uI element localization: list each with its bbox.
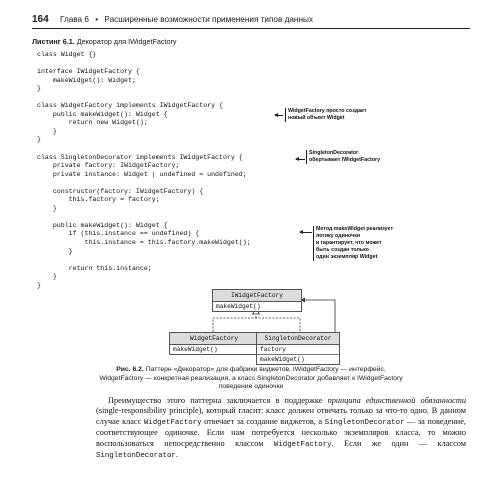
- uml-method: makeWidget(): [216, 303, 261, 310]
- uml-widgetfactory-box: [169, 332, 259, 355]
- chapter-label: Глава 6: [60, 15, 89, 24]
- code-term: SingletonDecorator: [96, 452, 176, 461]
- uml-class-name: WidgetFactory: [170, 333, 258, 345]
- chapter-title: Расширенные возможности применения типов данных: [104, 15, 313, 24]
- paragraph-text: отвечает за создание виджетов, а: [201, 416, 325, 426]
- paragraph-text: .: [175, 450, 178, 460]
- annotation-line: логику одиночки: [316, 233, 361, 239]
- annotation-line: WidgetFactory просто создает: [288, 108, 367, 114]
- code-listing: class Widget {} interface IWidgetFactory { makeWidget(): Widget; } class WidgetFactory implements IWidgetFactory { public makeWidget(): Widget { return new Widget(); } } class SingletonDecorator implements IWidgetFactory { private factory: IWidgetFactory; private instance: Widget | undefined = undefined; constructor(factory: IWidgetFactory) { this.factory = factory; } public makeWidget(): Widget { if (this.instance == undefined) { this.instance = this.factory.makeWidget(); } return this.instance; } }: [37, 51, 251, 289]
- uml-interface-box: [212, 289, 302, 312]
- caption-line: WidgetFactory — конкретная реализация, а класс SingletonDecorator добавляет к IWidgetFactory: [99, 374, 403, 382]
- uml-method: makeWidget(): [257, 354, 339, 364]
- paragraph-italic: принципа единственной обязанности: [327, 396, 466, 405]
- caption-line: [60, 366, 442, 375]
- listing-label: Листинг 6.1.: [32, 37, 75, 46]
- paragraph-text: (single-responsibility principle), который гласит: класс должен отвечать только за что-то одно. В данном случае класс: [96, 406, 466, 426]
- code-term: WidgetFactory: [143, 418, 202, 427]
- annotation-line: и гарантирует, что может: [316, 240, 382, 246]
- uml-field: factory: [260, 346, 286, 353]
- code-term: WidgetFactory: [273, 440, 332, 449]
- annotation-line: SingletonDecorator: [309, 150, 359, 156]
- paragraph-text: . Если же один — классом: [331, 438, 466, 448]
- figure-label: Рис. 6.2.: [116, 366, 144, 373]
- header-bullet: •: [95, 15, 99, 24]
- annotation-line: один экземпляр Widget: [316, 254, 378, 260]
- uml-method: makeWidget(): [173, 346, 218, 353]
- uml-inheritance-line: [213, 318, 300, 332]
- paragraph-text: Преимущество этого паттерна заключается в поддержке: [108, 396, 328, 405]
- paragraph-text: — за поведение, соответствующее одиночке. Если нам потребуется несколько экземпляров класса, то можно воспользоваться непосредственно классом: [96, 416, 466, 448]
- uml-class-name: IWidgetFactory: [213, 290, 301, 302]
- uml-singletondecorator-box: [256, 332, 340, 365]
- caption-line: поведение одиночки: [218, 383, 284, 390]
- body-paragraph: [96, 396, 466, 461]
- page-number: 164: [32, 14, 49, 25]
- annotation-line: Метод makeWidget реализует: [316, 226, 394, 232]
- annotation-line: обертывает IWidgetFactory: [309, 157, 381, 163]
- listing-caption: Декоратор для IWidgetFactory: [76, 37, 177, 46]
- annotation-line: новый объект Widget: [288, 115, 345, 121]
- uml-class-name: SingletonDecorator: [257, 333, 339, 345]
- caption-text: Паттерн «Декоратор» для фабрики виджетов. IWidgetFactory — интерфейс,: [145, 366, 386, 373]
- annotation-line: быть создан только: [316, 247, 369, 253]
- figure-caption: [60, 366, 442, 392]
- code-term: SingletonDecorator: [324, 418, 405, 427]
